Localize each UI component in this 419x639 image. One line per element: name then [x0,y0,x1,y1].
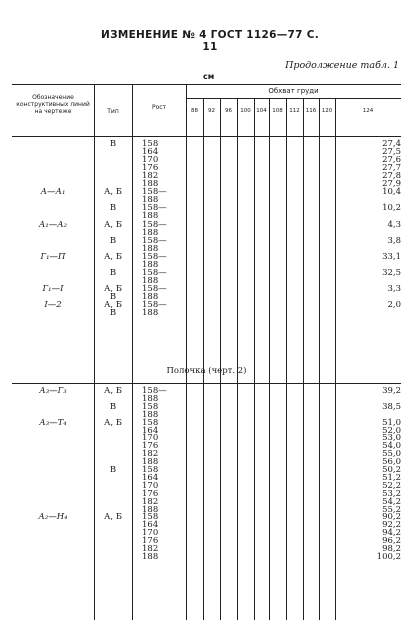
row-height: 188 [142,409,159,420]
row-height: 188 [142,308,159,319]
row-value: 55,2 [382,504,401,515]
row-height: 188 [142,179,159,190]
column-divider [94,84,95,620]
row-type: В [109,465,117,475]
size-label: 88 [191,108,198,114]
row-type: А, Б [103,251,123,262]
row-value: 96,2 [382,536,401,547]
row-height: 188 [142,227,159,238]
section-divider [12,383,401,384]
table-top-border [12,84,401,85]
row-height: 170 [142,480,159,491]
row-value: 3,8 [387,235,401,246]
row-value: 51,0 [382,417,401,428]
row-value: 92,2 [382,520,401,531]
row-value: 27,7 [382,163,401,174]
row-height: 158— [142,203,167,214]
size-label: 92 [208,108,215,114]
row-height: 158 [142,401,159,412]
size-column-divider [303,98,304,620]
header-bottom-border [12,136,401,137]
row-height: 158 [142,512,159,523]
header-designation: Обозначение конструктивных линий на чертеже [16,94,90,115]
row-value: 52,0 [382,425,401,436]
unit-label: см [203,72,215,81]
column-divider [132,84,133,620]
row-designation: А—А₁ [40,187,66,198]
row-value: 55,0 [382,449,401,460]
row-height: 158— [142,283,167,294]
row-type: В [109,401,117,412]
size-column-divider [254,98,255,620]
row-type: А, Б [103,386,123,396]
size-column-divider [203,98,204,620]
header-height: Рост [151,104,167,111]
size-label: 96 [225,108,232,114]
row-height: 188 [142,504,159,515]
header-type: Тип [107,108,119,115]
size-column-divider [269,98,270,620]
row-value: 27,6 [382,155,401,166]
row-height: 158— [142,235,167,246]
row-height: 164 [142,147,159,158]
row-height: 188 [142,211,159,222]
section-title-front-panel: Полочка (черт. 2) [166,366,247,376]
row-value: 33,1 [382,251,401,262]
row-value: 27,5 [382,147,401,158]
row-height: 158 [142,417,159,428]
row-value: 100,2 [376,551,401,562]
row-height: 158— [142,187,167,198]
row-value: 10,4 [382,187,401,198]
row-value: 32,5 [382,267,401,278]
row-height: 188 [142,195,159,206]
size-column-divider [237,98,238,620]
row-height: 170 [142,433,159,444]
size-label: 116 [305,108,317,114]
row-designation: I—2 [44,300,62,310]
row-height: 158— [142,267,167,278]
row-value: 54,0 [382,441,401,452]
row-type: В [109,139,117,149]
row-height: 158— [142,251,167,262]
row-value: 90,2 [382,512,401,523]
row-height: 164 [142,520,159,531]
row-value: 56,0 [382,457,401,468]
row-height: 182 [142,496,159,507]
row-designation: Г₁—П [40,251,66,262]
row-type: В [109,291,117,302]
row-designation: А₃—Г₃ [39,386,67,396]
row-height: 188 [142,275,159,286]
row-height: 164 [142,425,159,436]
size-label: 124 [362,108,374,114]
row-height: 176 [142,488,159,499]
row-height: 158— [142,219,167,230]
row-value: 50,2 [382,465,401,475]
row-height: 176 [142,536,159,547]
row-height: 188 [142,457,159,468]
row-value: 27,8 [382,171,401,182]
row-designation: А₂—Н₄ [38,512,68,523]
row-type: В [109,235,117,246]
row-value: 10,2 [382,203,401,214]
row-value: 3,3 [387,283,401,294]
row-type: В [109,203,117,214]
row-height: 188 [142,243,159,254]
size-column-divider [220,98,221,620]
row-type: А, Б [103,187,123,198]
row-value: 94,2 [382,528,401,539]
row-type: А, Б [103,283,123,294]
row-value: 27,9 [382,179,401,190]
row-height: 158 [142,465,159,475]
size-label: 100 [240,108,251,114]
row-value: 53,2 [382,488,401,499]
row-designation: Г₁—I [42,283,64,294]
row-height: 176 [142,163,159,174]
row-value: 53,0 [382,433,401,444]
size-label: 104 [256,108,267,114]
row-value: 52,2 [382,480,401,491]
row-height: 188 [142,393,159,404]
row-type: А, Б [103,219,123,230]
row-height: 182 [142,449,159,460]
row-value: 39,2 [382,386,401,396]
row-value: 98,2 [382,544,401,554]
row-designation: А₁—А₂ [38,219,68,230]
row-height: 170 [142,155,159,166]
row-height: 182 [142,171,159,182]
row-designation: А₃—Т₄ [39,417,67,428]
row-height: 188 [142,259,159,270]
row-height: 158— [142,300,167,310]
row-value: 38,5 [382,401,401,412]
subheader-divider [186,98,401,99]
size-column-divider [319,98,320,620]
size-label: 108 [272,108,283,114]
page-title: ИЗМЕНЕНИЕ № 4 ГОСТ 1126—77 С. 11 [100,29,319,53]
size-label: 112 [289,108,300,114]
header-chest-girth: Обхват груди [268,87,319,95]
column-divider [186,84,187,620]
row-height: 170 [142,528,159,539]
row-type: В [109,267,117,278]
row-value: 27,4 [382,139,401,149]
row-height: 164 [142,472,159,483]
row-type: А, Б [103,512,123,523]
size-column-divider [286,98,287,620]
row-value: 54,2 [382,496,401,507]
row-type: А, Б [103,300,123,310]
row-height: 188 [142,291,159,302]
row-height: 188 [142,551,159,562]
table-continuation-label: Продолжение табл. 1 [285,60,399,71]
row-value: 4,3 [387,219,401,230]
row-height: 158 [142,139,159,149]
size-label: 120 [321,108,333,114]
row-type: В [109,308,117,319]
row-height: 176 [142,441,159,452]
row-value: 51,2 [382,472,401,483]
row-type: А, Б [103,417,123,428]
row-height: 182 [142,544,159,554]
row-height: 158— [142,386,167,396]
row-value: 2,0 [387,300,401,310]
